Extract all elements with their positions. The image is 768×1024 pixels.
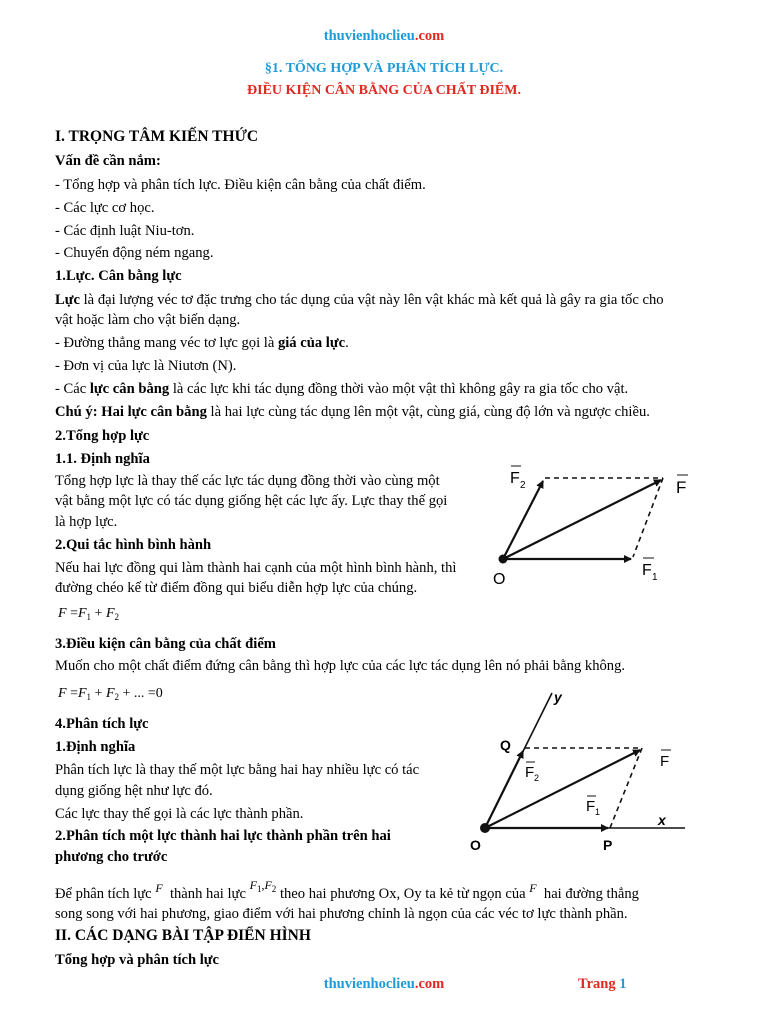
- part1-def-text2: vật hoặc làm cho vật biến dạng.: [55, 312, 241, 328]
- part4-def2: dụng giống hệt như lực đó.: [55, 783, 213, 799]
- label-O: O: [493, 571, 506, 588]
- part1-b3-bold: lực cân bằng: [89, 381, 170, 397]
- label-x: x: [658, 812, 666, 828]
- part1-b1-bold: giá của lực: [277, 335, 346, 351]
- section1-heading: I. TRỌNG TÂM KIẾN THỨC: [55, 128, 259, 145]
- header-site: [0, 28, 768, 45]
- formula2-eq: =: [70, 686, 78, 701]
- part1-bullet2: - Đơn vị của lực là Niutơn (N).: [55, 358, 237, 374]
- part3-text: Muốn cho một chất điểm đứng cân bằng thì hợp lực của các lực tác dụng lên nó phải bằng không.: [55, 658, 626, 674]
- part4-sub1: 1.Định nghĩa: [55, 739, 136, 755]
- footer-site-tld: .com: [414, 976, 445, 992]
- part4-p-line2: song song với hai phương, giao điểm với hai phương chỉnh là ngọn của các véc tơ lực thành phần.: [55, 906, 628, 922]
- page-title-line2: ĐIỀU KIỆN CÂN BẰNG CỦA CHẤT ĐIỂM.: [247, 83, 521, 98]
- section2-sub: Tổng hợp và phân tích lực: [55, 952, 220, 968]
- list-item: - Các định luật Niu-tơn.: [55, 223, 195, 239]
- label-F2: F: [525, 764, 535, 781]
- formula2-rest: + ... =0: [122, 686, 163, 701]
- part2-heading: 2.Tổng hợp lực: [55, 428, 150, 444]
- part1-bullet1: [55, 334, 349, 352]
- label-F: F: [676, 478, 687, 497]
- part4-sym-F2: F: [264, 878, 272, 892]
- part1-def-term: Lực: [55, 292, 80, 308]
- label-F2-sub: 2: [534, 773, 540, 783]
- formula1-sub1: 1: [86, 612, 92, 622]
- page-title-line1: §1. TỔNG HỢP VÀ PHÂN TÍCH LỰC.: [264, 61, 504, 76]
- label-F: F: [660, 753, 670, 770]
- label-y: y: [554, 689, 562, 705]
- formula1-sub2: 2: [114, 612, 119, 622]
- section1-sub: Vấn đề cần nắm:: [55, 153, 161, 169]
- part4-sym-comma: ,: [261, 878, 265, 892]
- part1-def-text: là đại lượng véc tơ đặc trưng cho tác dụng của vật này lên vật khác mà kết quả là gây ra gia tốc cho: [79, 292, 664, 308]
- page-number: [578, 976, 626, 993]
- part4-sub2a: 2.Phân tích một lực thành hai lực thành phần trên hai: [55, 828, 391, 844]
- label-O: O: [470, 837, 481, 853]
- part4-sym-sub1: 1: [256, 884, 262, 894]
- formula2-sub2: 2: [114, 692, 119, 702]
- list-item: - Các lực cơ học.: [55, 200, 155, 216]
- part4-def3: Các lực thay thế gọi là các lực thành phần.: [55, 806, 304, 822]
- formula2-plus: +: [94, 686, 103, 701]
- part4-heading: 4.Phân tích lực: [55, 716, 149, 732]
- part1-b1-pre: - Đường thẳng mang véc tơ lực gọi là: [55, 335, 278, 351]
- part1-note-bold: Chú ý: Hai lực cân bằng: [55, 404, 207, 420]
- part4-paragraph: [55, 878, 639, 907]
- part4-sym-F: F: [155, 881, 163, 895]
- part4-sym-sub2: 2: [271, 884, 277, 894]
- part1-bullet3: [55, 380, 628, 398]
- label-F1-sub: 1: [595, 807, 601, 817]
- vector-F2: [503, 481, 543, 559]
- page-label: Trang: [578, 976, 620, 992]
- origin-point: [499, 555, 508, 564]
- part4-sym-F1: F: [249, 878, 257, 892]
- formula2-F: F: [58, 686, 67, 701]
- list-item: - Tổng hợp và phân tích lực. Điều kiện cân bằng của chất điểm.: [55, 177, 426, 193]
- formula2-F1: F: [77, 686, 87, 701]
- section2-heading: II. CÁC DẠNG BÀI TẬP ĐIỂN HÌNH: [55, 927, 311, 944]
- part4-def1: Phân tích lực là thay thế một lực bằng hai hay nhiều lực có tác: [55, 762, 420, 778]
- formula-resultant: [58, 605, 119, 626]
- label-Q: Q: [500, 737, 511, 753]
- label-F2: F: [510, 470, 520, 487]
- formula1-F: F: [58, 606, 67, 621]
- label-P: P: [603, 837, 613, 853]
- part4-p-mid2: theo hai phương Ox, Oy ta kẻ từ ngọn của: [279, 886, 526, 902]
- decomposition-figure: [470, 688, 690, 860]
- list-item: - Chuyển động ném ngang.: [55, 245, 214, 261]
- label-F2-sub: 2: [520, 480, 526, 491]
- formula2-F2: F: [105, 686, 115, 701]
- part4-sub2b: phương cho trước: [55, 849, 168, 865]
- part4-p-pre: Để phân tích lực: [55, 886, 152, 902]
- part2-def3: là hợp lực.: [55, 514, 118, 530]
- formula1-F1: F: [77, 606, 87, 621]
- part1-note: [55, 403, 650, 421]
- footer-site: [0, 976, 768, 993]
- formula2-sub1: 1: [86, 692, 92, 702]
- page-num: 1: [619, 976, 627, 992]
- part1-b1-post: .: [345, 335, 349, 351]
- part4-sym-F1F2: [250, 878, 277, 892]
- part2-rule2: đường chéo kế từ điểm đồng qui biểu diễn hợp lực của chúng.: [55, 580, 418, 596]
- label-F1: F: [642, 562, 652, 579]
- origin-point: [480, 823, 490, 833]
- formula1-eq: =: [70, 606, 78, 621]
- formula1-F2: F: [105, 606, 115, 621]
- label-F1: F: [586, 798, 596, 815]
- part4-p-mid1: thành hai lực: [169, 886, 246, 902]
- part2-def2: vật bằng một lực có tác dụng giống hệt các lực ấy. Lực thay thế gọi: [55, 493, 448, 509]
- part3-heading: 3.Điều kiện cân bằng của chất điểm: [55, 636, 276, 652]
- part4-sym-F-2: F: [529, 881, 537, 895]
- part1-definition: [55, 291, 664, 309]
- part4-p-post: hai đường thẳng: [543, 886, 639, 902]
- part1-heading: 1.Lực. Cân bằng lực: [55, 268, 182, 284]
- label-F1-sub: 1: [652, 572, 658, 583]
- formula-equilibrium: [58, 685, 163, 706]
- part2-sub1: 1.1. Định nghĩa: [55, 451, 150, 467]
- footer-site-name: thuvienhoclieu: [323, 976, 415, 992]
- part1-note-text: là hai lực cùng tác dụng lên một vật, cùng giá, cùng độ lớn và ngược chiều.: [206, 404, 650, 420]
- part1-b3-pre: - Các: [55, 381, 90, 397]
- header-site-name: thuvienhoclieu: [323, 28, 415, 44]
- dashed-line-right: [633, 478, 663, 557]
- formula1-plus: +: [94, 606, 103, 621]
- part2-rule1: Nếu hai lực đồng qui làm thành hai cạnh của một hình bình hành, thì: [55, 560, 457, 576]
- part2-def1: Tổng hợp lực là thay thế các lực tác dụng đồng thời vào cùng một: [55, 473, 440, 489]
- dashed-line-right: [610, 748, 642, 828]
- vector-F2: [485, 751, 523, 828]
- parallelogram-figure: [480, 455, 705, 590]
- header-site-tld: .com: [414, 28, 445, 44]
- part2-sub2: 2.Qui tắc hình bình hành: [55, 537, 212, 553]
- part1-b3-post: là các lực khi tác dụng đồng thời vào một vật thì không gây ra gia tốc cho vật.: [169, 381, 629, 397]
- vector-F: [485, 750, 640, 828]
